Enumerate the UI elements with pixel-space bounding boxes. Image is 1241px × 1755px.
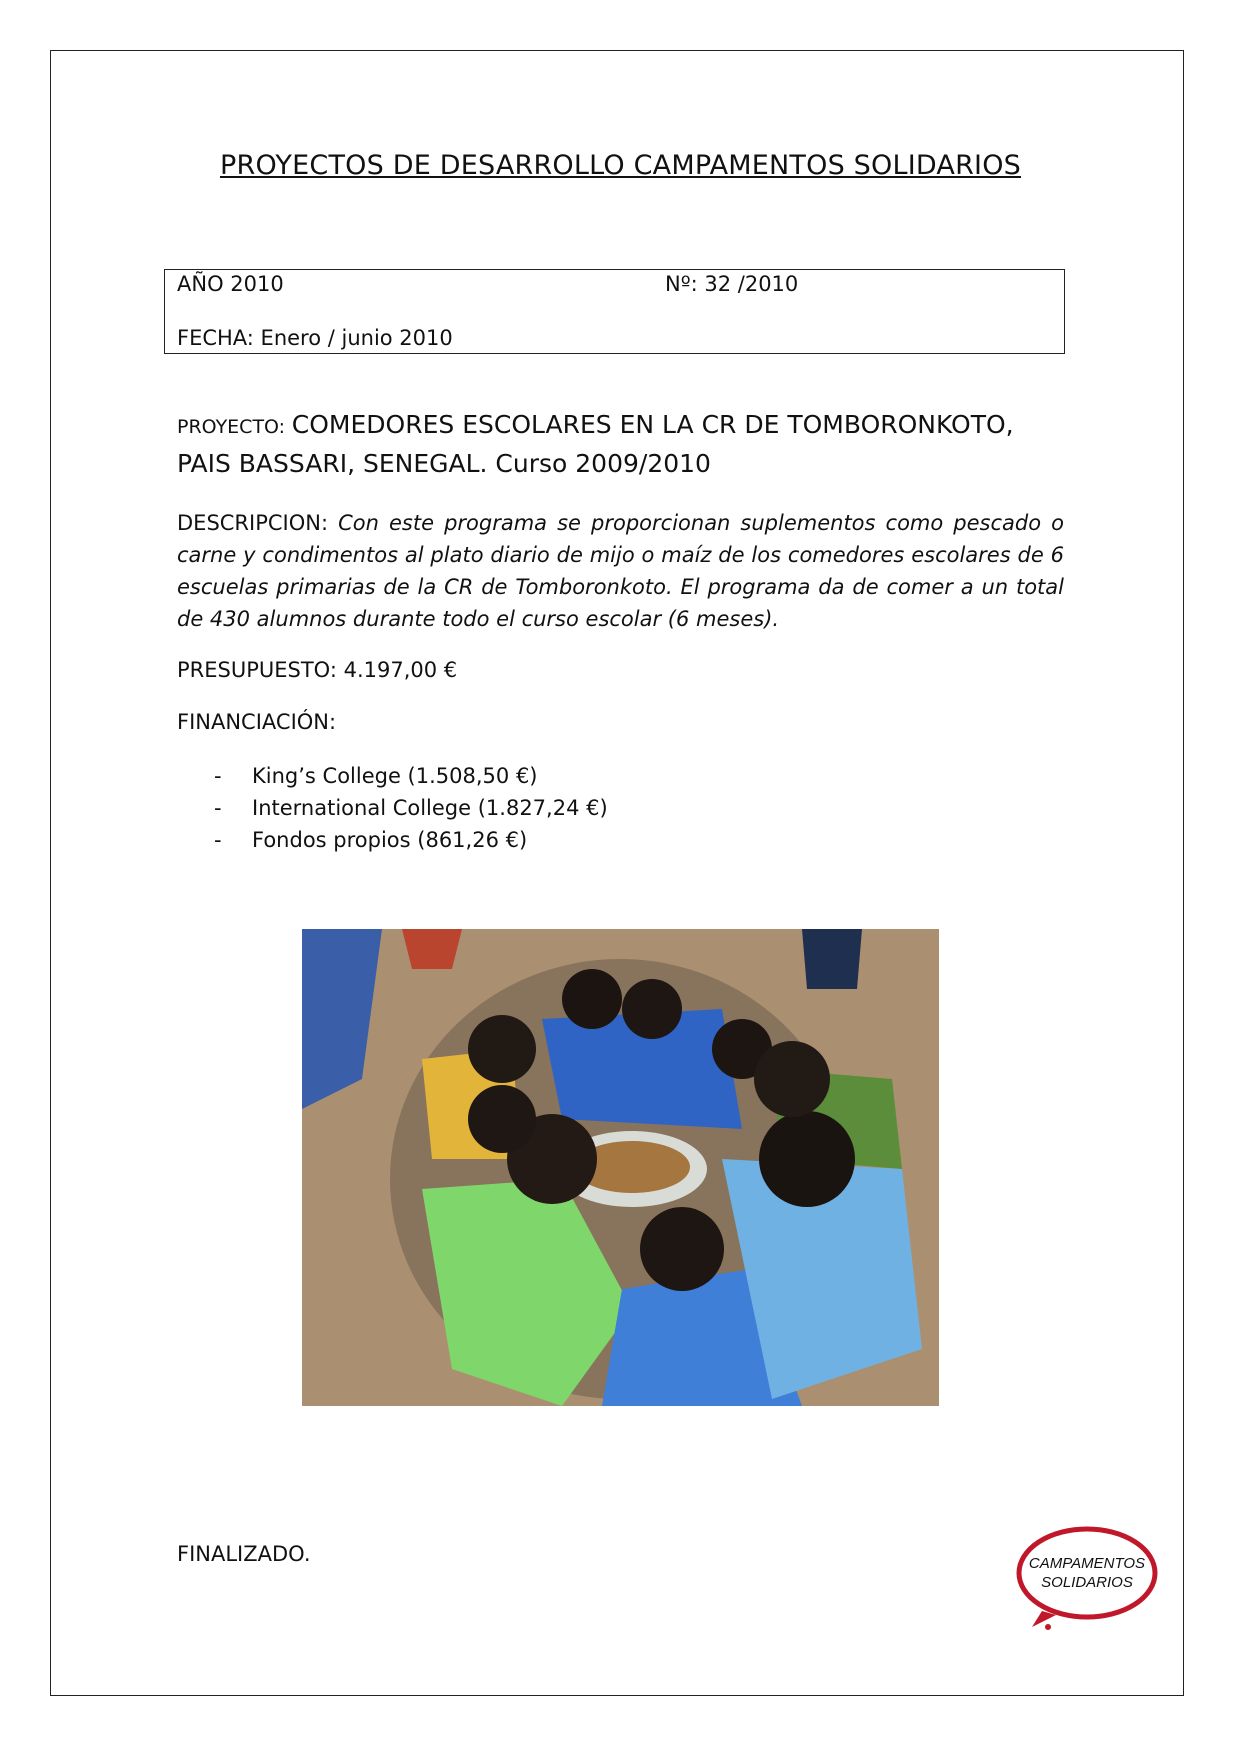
page-title: PROYECTOS DE DESARROLLO CAMPAMENTOS SOLIDARIOS — [220, 150, 1021, 181]
campamentos-solidarios-logo — [1012, 1523, 1162, 1633]
financing-list — [214, 760, 608, 856]
date-field: FECHA: Enero / junio 2010 — [177, 326, 453, 350]
list-item-text: Fondos propios (861,26 €) — [252, 828, 528, 852]
list-item — [214, 792, 608, 824]
description-text: Con este programa se proporcionan suplementos como pescado o carne y condimentos al plato diario de mijo o maíz de los comedores escolares de 6 escuelas primarias de la CR de Tomboronkoto. El programa da de comer a un total de 430 alumnos durante todo el curso escolar (6 meses). — [177, 511, 1064, 631]
description-label: DESCRIPCION: — [177, 511, 329, 535]
financing-label: FINANCIACIÓN: — [177, 710, 337, 734]
project-title-2: PAIS BASSARI, SENEGAL. Curso 2009/2010 — [177, 449, 711, 478]
list-dash: - — [214, 828, 222, 852]
year-field: AÑO 2010 — [177, 272, 284, 296]
logo-mark — [1012, 1523, 1162, 1633]
project-line-1 — [177, 410, 1014, 439]
project-label: PROYECTO: — [177, 416, 286, 438]
description — [177, 507, 1064, 635]
children-eating-photo — [302, 929, 939, 1406]
logo-line-2: SOLIDARIOS — [1041, 1574, 1133, 1591]
logo-line-1: CAMPAMENTOS — [1028, 1555, 1146, 1572]
photo-illustration — [302, 929, 939, 1406]
info-box — [164, 269, 1065, 354]
list-item — [214, 760, 608, 792]
list-item-text: King’s College (1.508,50 €) — [252, 764, 538, 788]
list-dash: - — [214, 764, 222, 788]
number-field: Nº: 32 /2010 — [665, 272, 799, 296]
status: FINALIZADO. — [177, 1542, 311, 1566]
list-item — [214, 824, 608, 856]
list-dash: - — [214, 796, 222, 820]
list-item-text: International College (1.827,24 €) — [252, 796, 608, 820]
project-title-1: COMEDORES ESCOLARES EN LA CR DE TOMBORONKOTO, — [291, 410, 1014, 439]
budget: PRESUPUESTO: 4.197,00 € — [177, 658, 458, 682]
